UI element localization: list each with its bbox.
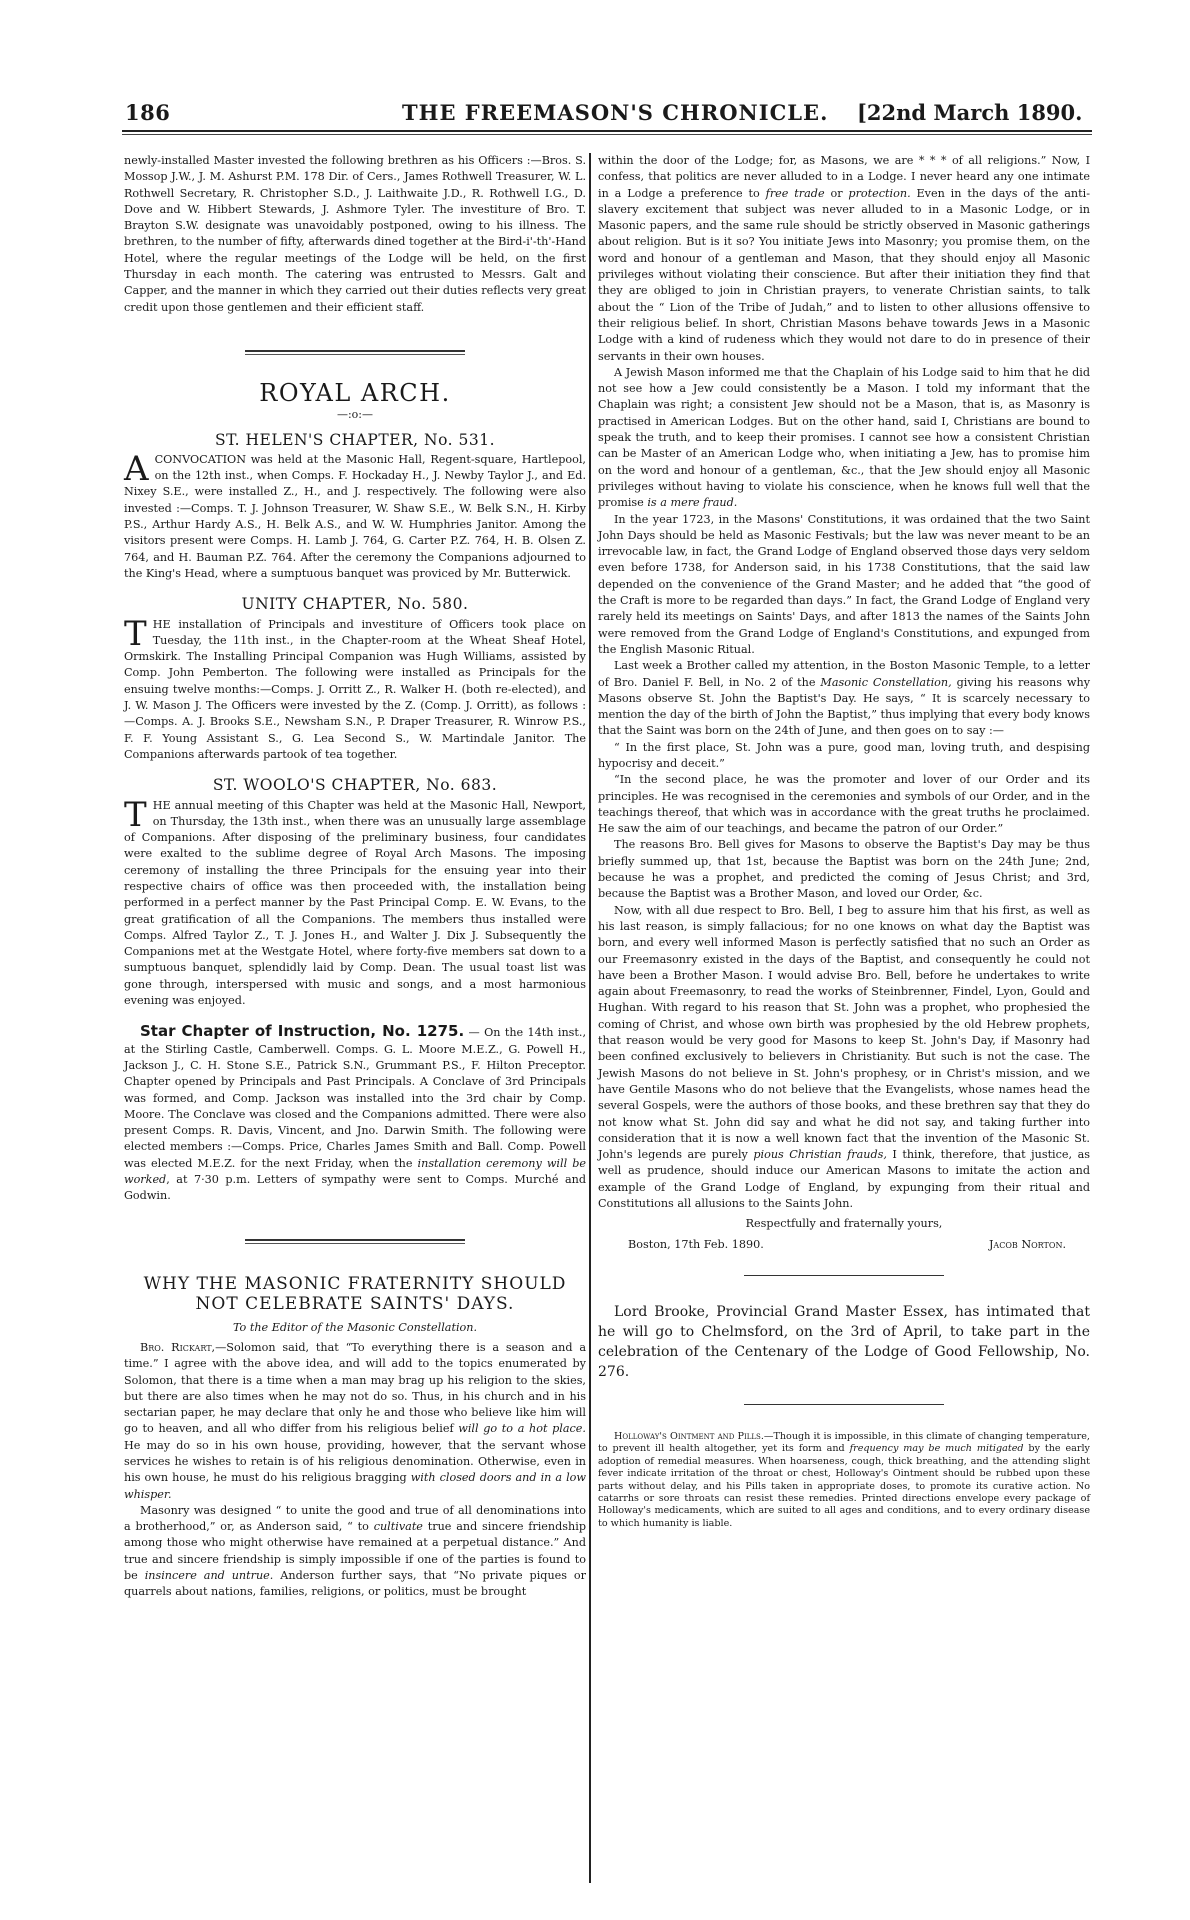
letter-paragraph: Now, with all due respect to Bro. Bell, I beg to assure him that his first, as well as his last reason, is simply fallacious; for no one knows on what day the Baptist was born, and every well informed Mason is perfectly satisfied that no such an Order as our Freemasonry existed in the days of the Baptist, and consequently he could not have been a Brother Mason. I would advise Bro. Bell, before he undertakes to write again about Freemasonry, to read the works of Steinbrenner, Findel, Lyon, Gould and Hughan. With regard to his reason that St. John was a prophet, who prophesied the coming of Christ, and whose own birth was prophesied by the old Hebrew prophets, that reason would be very good for Masons to keep St. John's Day, if Masonry had been confined exclusively to believers in Christianity. But such is not the case. The Jewish Masons do not believe in St. John's prophesy, or in Christ's mission, and we have Gentile Masons who do not believe that the Evangelists, whose names head the several Gospels, were the authors of those books, and these brethren say that they do not know what St. John did say and what he did not say, and taking further into consideration that it is now a well known fact that the invention of the Masonic St. John's legends are purely pious Christian frauds, I think, therefore, that justice, as well as prudence, should induce our American Masons to imitate the action and example of the Grand Lodge of England, by expunging from their ritual and Constitutions all allusions to the Saints John. <box>598 903 1090 1210</box>
chapter-heading: ST. WOOLO'S CHAPTER, No. 683. <box>212 776 498 795</box>
chapter-report-st-helens <box>124 432 586 583</box>
letter-paragraph: The reasons Bro. Bell gives for Masons to observe the Baptist's Day may be thus briefly summed up, that 1st, because the Baptist was born on the 24th June; 2nd, because he was a prophet, and predicted the coming of Jesus Christ; and 3rd, because the Baptist was a Brother Mason, and loved our Order, &c. <box>598 838 1090 901</box>
quotation: “In the second place, he was the promoter and lover of our Order and its principles. He was recognised in the ceremonies and symbols of our Order, and in the teachings thereof, that which was in accordance with the great truths he proclaimed. He saw the aim of our teachings, and became the patron of our Order.” <box>598 773 1090 836</box>
drop-cap: A <box>124 448 149 489</box>
letter-paragraph: Masonry was designed “ to unite the good and true of all denominations into a brotherhood,” or, as Anderson said, “ to cultivate true and sincere friendship among those who might otherwise have remained at a perpetual distance.” And true and sincere friendship is simply impossible if one of the parties is found to be insincere and untrue. Anderson further says, that “No private piques or quarrels about nations, families, religions, or politics, must be brought <box>124 1503 587 1599</box>
letter-article <box>124 1274 586 1601</box>
letter-addressee: To the Editor of the Masonic Constellation. <box>232 1320 478 1334</box>
section-divider <box>245 350 465 355</box>
chapter-body: THE annual meeting of this Chapter was held at the Masonic Hall, Newport, on Thursday, the 13th inst., when there was an unusually large assemblage of Companions. After disposing of the preliminary business, four candidates were exalted to the sublime degree of Royal Arch Masons. The imposing ceremony of installing the three Principals for the ensuing year into their respective chairs of office was then proceeded with, the installation being performed in a perfect manner by the Past Principal Comp. E. W. Evans, to the great gratification of all the Companions. The members thus installed were Comps. Alfred Taylor Z., T. J. Jones H., and Walter J. Dix J. Subsequently the Companions met at the Westgate Hotel, where forty-five members sat down to a sumptuous banquet, splendidly laid by Comp. Dean. The usual toast list was gone through, interspersed with music and songs, and a most harmonious evening was enjoyed. <box>124 794 586 1008</box>
star-chapter-report: Star Chapter of Instruction, No. 1275. — On the 14th inst., at the Stirling Castle, Camberwell. Comps. G. L. Moore M.E.Z., G. Powell H., Jackson J., C. H. Stone S.E., Patrick S.N., Grummant P.S., F. Hilton Preceptor. Chapter opened by Principals and Past Principals. A Conclave of 3rd Principals was formed, and Comp. Jackson was installed into the 3rd chair by Comp. Moore. The Conclave was closed and the Companions admitted. There were also present Comps. R. Davis, Vincent, and Jno. Darwin Smith. The following were elected members :—Comps. Price, Charles James Smith and Ball. Comp. Powell was elected M.E.Z. for the next Friday, when the installation ceremony will be worked, at 7·30 p.m. Letters of sympathy were sent to Comps. Murché and Godwin. <box>124 1022 586 1203</box>
article-heading: WHY THE MASONIC FRATERNITY SHOULD NOT CELEBRATE SAINTS' DAYS. <box>143 1273 567 1314</box>
newspaper-page <box>122 100 1092 1599</box>
ad-heading: Holloway's Ointment and Pills. <box>614 1430 764 1442</box>
left-column <box>124 153 586 1601</box>
masthead <box>122 100 1092 130</box>
place-date: Boston, 17th Feb. 1890. <box>628 1237 764 1251</box>
letter-paragraph: Last week a Brother called my attention, in the Boston Masonic Temple, to a letter of Bro. Daniel F. Bell, in No. 2 of the Masonic Constellation, giving his reasons why Masons observe St. John the Baptist's Day. He says, “ It is scarcely necessary to mention the day of the birth of John the Baptist,” thus implying that every body knows that the Saint was born on the 24th of June, and then goes on to say :— <box>598 659 1091 738</box>
notice-lord-brooke: Lord Brooke, Provincial Grand Master Essex, has intimated that he will go to Chelmsford, on the 3rd of April, to take part in the celebration of the Centenary of the Lodge of Good Fellowship, No. 276. <box>598 1303 1090 1380</box>
letter-paragraph: Bro. Rickart,—Solomon said, that “To everything there is a season and a time.” I agree with the above idea, and will add to the topics enumerated by Solomon, that there is a time when a man may brag up his religion to the skies, but there are also times when he may not do so. Thus, in his church and in his sectarian paper, he may declare that only he and those who believe like him will go to heaven, and all who differ from his religious belief will go to a hot place. He may do so in his own house, providing, however, that the servant whose services he wishes to retain is of his religious denomination. Otherwise, even in his own house, he must do his religious bragging with closed doors and in a low whisper. <box>124 1340 586 1501</box>
letter-signature-line <box>598 1237 1090 1253</box>
drop-cap: T <box>124 613 147 654</box>
drop-cap: T <box>124 794 147 835</box>
letter-paragraph: A Jewish Mason informed me that the Chaplain of his Lodge said to him that he did not see how a Jew could consistently be a Mason. I told my informant that the Chaplain was right; a consistent Jew should not be a Mason, that is, as Masonry is practised in American Lodges. But on the other hand, said I, Christians are bound to speak the truth, and to keep their promises. I cannot see how a consistent Christian can be Master of an American Lodge who, when initiating a Jew, has to promise him on the word and honour of a gentleman, &c., that the Jew should enjoy all Masonic privileges without having to violate his conscience, when he knows full well that the promise is a mere fraud. <box>598 365 1090 510</box>
column-divider <box>589 153 591 1883</box>
chapter-heading: ST. HELEN'S CHAPTER, No. 531. <box>214 430 495 449</box>
signature: Jacob Norton. <box>988 1237 1066 1251</box>
letter-paragraph: In the year 1723, in the Masons' Constitutions, it was ordained that the two Saint John Days should be held as Masonic Festivals; but the law was never meant to be an irrevocable law, in fact, the Grand Lodge of England observed those days very seldom even before 1738, for Anderson said, in his 1738 Constitutions, that the said law depended on the convenience of the Grand Master; and he added that “the good of the Craft is more to be regarded than days.” In fact, the Grand Lodge of England very rarely held its meetings on Saints' Days, and after 1813 the names of the Saints John were removed from the Grand Lodge of England's Constitutions, and expunged from the English Masonic Ritual. <box>598 512 1090 656</box>
salutation: Bro. Rickart, <box>140 1340 216 1354</box>
chapter-body: ACONVOCATION was held at the Masonic Hall, Regent-square, Hartlepool, on the 12th inst., when Comps. F. Hockaday H., J. Newby Taylor J., and Ed. Nixey S.E., were installed Z., H., and J. respectively. The following were also invested :—Comps. T. J. Johnson Treasurer, W. Shaw S.E., W. Belk S.N., H. Kirby P.S., Arthur Hardy A.S., H. Belk A.S., and W. W. Humphries Janitor. Among the visitors present were Comps. H. Lamb J. 764, G. Carter P.Z. 764, H. B. Olsen Z. 764, and H. Bauman P.Z. 764. After the ceremony the Companions adjourned to the King's Head, where a sumptuous banquet was proviced by Mr. Butterwick. <box>124 448 586 580</box>
quotation: “ In the first place, St. John was a pure, good man, loving truth, and despising hypocrisy and deceit.” <box>598 740 1090 770</box>
issue-date: [22nd March 1890. <box>857 100 1083 125</box>
lodge-report-continued: newly-installed Master invested the following brethren as his Officers :—Bros. S. Mossop J.W., J. M. Ashurst P.M. 178 Dir. of Cers., James Rothwell Treasurer, W. L. Rothwell Secretary, R. Christopher S.D., J. Laithwaite J.D., R. Rothwell I.G., D. Dove and W. Hibbert Stewards, J. Ashmore Tyler. The investiture of Bro. T. Brayton S.W. designate was unavoidably postponed, owing to his illness. The brethren, to the number of fifty, afterwards dined together at the Bird-i'-th'-Hand Hotel, where the regular meetings of the Lodge will be held, on the first Thursday in each month. The catering was entrusted to Messrs. Galt and Capper, and the manner in which they carried out their duties reflects very great credit upon those gentlemen and their efficient staff. <box>124 154 586 314</box>
heading-ornament: —:o:— <box>336 408 374 422</box>
run-in-heading: Star Chapter of Instruction, No. 1275. <box>140 1022 465 1041</box>
letter-paragraph-continued: within the door of the Lodge; for, as Masons, we are * * * of all religions.” Now, I confess, that politics are never alluded to in a Lodge. I never heard any one intimate in a Lodge a preference to free trade or protection. Even in the days of the anti-slavery excitement that subject was never alluded to in a Masonic Lodge, or in Masonic papers, and the same rule should be strictly observed in Masonic gatherings about religion. But is it so? You initiate Jews into Masonry; you promise them, on the word and honour of a gentleman and Mason, that they should enjoy all Masonic privileges without violating their conscience. But after their initiation they find that they are obliged to join in Christian prayers, to venerate Christian saints, to talk about the “ Lion of the Tribe of Judah,” and to listen to other allusions offensive to their religious belief. In short, Christian Masons behave towards Jews in a Masonic Lodge with a kind of rudeness which they would not dare to do in presence of their servants in their own houses. <box>598 154 1090 363</box>
letter-closing: Respectfully and fraternally yours, <box>745 1217 943 1231</box>
section-divider <box>744 1275 944 1276</box>
chapter-report-unity <box>124 596 586 763</box>
page-number: 186 <box>125 100 171 125</box>
publication-title: THE FREEMASON'S CHRONICLE. <box>402 100 829 125</box>
right-column <box>598 153 1090 1530</box>
advertisement-holloway: Holloway's Ointment and Pills.—Though it is impossible, in this climate of changing temperature, to prevent ill health altogether, yet its form and frequency may be much mitigated by the early adoption of remedial measures. When hoarseness, cough, thick breathing, and the attending slight fever indicate irritation of the throat or chest, Holloway's Ointment should be rubbed upon these parts without delay, and his Pills taken in appropriate doses, to promote its curative action. No catarrhs or sore throats can resist these remedies. Printed directions envelope every package of Holloway's medicaments, which are suited to all ages and conditions, and to every ordinary disease to which humanity is liable. <box>598 1430 1090 1529</box>
section-divider <box>245 1239 465 1244</box>
section-divider <box>744 1404 944 1405</box>
chapter-report-st-woolos <box>124 777 586 1009</box>
chapter-heading: UNITY CHAPTER, No. 580. <box>241 595 469 614</box>
chapter-body: THE installation of Principals and investiture of Officers took place on Tuesday, the 11th inst., in the Chapter-room at the Wheat Sheaf Hotel, Ormskirk. The Installing Principal Companion was Hugh Williams, assisted by Comp. John Pemberton. The following were installed as Principals for the ensuing twelve months:—Comps. J. Orritt Z., R. Walker H. (both re-elected), and J. W. Mason J. The Officers were invested by the Z. (Comp. J. Orritt), as follows :—Comps. A. J. Brooks S.E., Newsham S.N., P. Draper Treasurer, R. Winrow P.S., F. F. Young Assistant S., G. Lea Second S., W. Martindale Janitor. The Companions afterwards partook of tea together. <box>124 613 586 761</box>
masthead-rule <box>122 130 1092 135</box>
section-heading-royal-arch: ROYAL ARCH. <box>259 378 451 407</box>
